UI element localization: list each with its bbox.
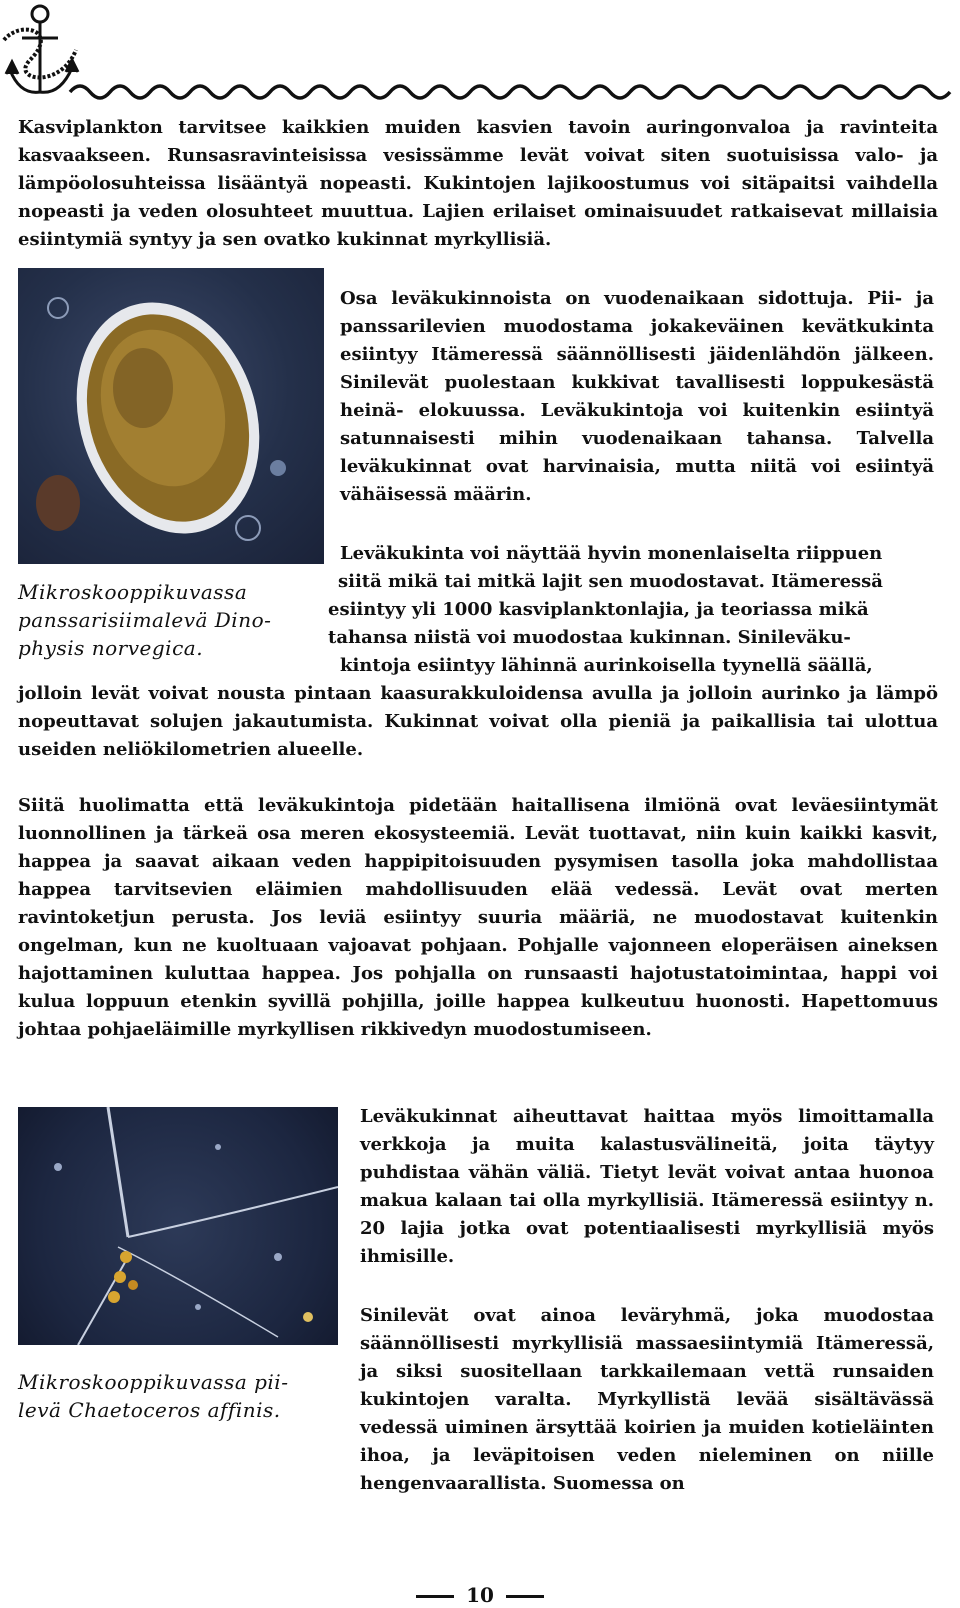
caption-line: Mikroskooppikuvassa pii- bbox=[18, 1370, 289, 1394]
paragraph-intro: Kasviplankton tarvitsee kaikkien muiden kasvien tavoin auringonvaloa ja ravinteita kasvaakseen. Runsasravinteisissa vesissämme levät voivat siten suotuisissa valo- ja lämpöolosuhteissa lisääntyä nopeasti. Kukintojen lajikoostumus voi sitäpaitsi vaihdella nopeasti ja veden olosuhteet muuttua. Lajien erilaiset ominaisuudet ratkaisevat millaisia esiintymiä syntyy ja sen ovatko kukinnat myrkyllisiä. bbox=[18, 117, 938, 250]
header-decoration bbox=[0, 0, 960, 112]
page-number: 10 bbox=[466, 1583, 494, 1607]
anchor-rope-icon bbox=[4, 6, 78, 92]
paragraph-seasonal: Osa leväkukinnoista on vuodenaikaan sidottuja. Pii- ja panssarilevien muodostama jokakeväinen kevätkukinta esiintyy Itämeressä säännöllisesti jäidenlähdön jälkeen. Sinilevät puolestaan kukkivat tavallisesti loppukesästä heinä- elokuussa. Leväkukintoja voi kuitenkin esiintyä satunnaisesti mihin vuodenaikaan tahansa. Talvella leväkukinnat ovat harvinaisia, mutta niitä voi esiintyä vähäisessä määrin. bbox=[340, 288, 934, 505]
caption-dinophysis bbox=[18, 578, 271, 662]
text-line: siitä mikä tai mitkä lajit sen muodostavat. Itämeressä bbox=[338, 571, 883, 592]
text-line: kintoja esiintyy lähinnä aurinkoisella tyynellä säällä, bbox=[340, 655, 873, 676]
paragraph-harm: Leväkukinnat aiheuttavat haittaa myös limoittamalla verkkoja ja muita kalastusvälineitä, joita täytyy puhdistaa vähän väliä. Tietyt levät voivat antaa huonoa makua kalaan tai olla myrkyllisiä. Itämeressä esiintyy n. 20 lajia jotka ovat potentiaalisesti myrkyllisiä myös ihmisille. bbox=[360, 1106, 934, 1267]
paragraph-cyanobacteria: Sinilevät ovat ainoa leväryhmä, joka muodostaa säännöllisesti myrkyllisiä massaesiintymiä Itämeressä, ja siksi suositellaan tarkkailemaan vettä runsaiden kukintojen varalta. Myrkyllistä levää sisältävässä vedessä uiminen ärsyttää koirien ja muiden kotieläinten ihoa, ja leväpitoisen veden nieleminen on niille hengenvaarallista. Suomessa on bbox=[360, 1305, 934, 1494]
caption-chaetoceros bbox=[18, 1368, 288, 1424]
wavy-rule bbox=[70, 86, 950, 98]
text-line: Leväkukinta voi näyttää hyvin monenlaiselta riippuen bbox=[340, 543, 883, 564]
paragraph-appearance-wrap bbox=[328, 540, 934, 680]
text-line: esiintyy yli 1000 kasviplanktonlajia, ja teoriassa mikä bbox=[328, 599, 869, 620]
page-footer bbox=[0, 1583, 960, 1607]
caption-line: levä Chaetoceros affinis. bbox=[18, 1398, 281, 1422]
caption-line: physis norvegica. bbox=[18, 636, 204, 660]
text-line: tahansa niistä voi muodostaa kukinnan. Sinileväku- bbox=[328, 627, 851, 648]
footer-dash-left bbox=[416, 1595, 454, 1598]
caption-line: Mikroskooppikuvassa bbox=[18, 580, 248, 604]
caption-line: panssarisiimalevä Dino- bbox=[18, 608, 272, 632]
paragraph-appearance-rest: jolloin levät voivat nousta pintaan kaasurakkuloidensa avulla ja jolloin aurinko ja lämpö nopeuttavat solujen jakautumista. Kukinnat voivat olla pieniä ja paikallisia tai ulottua useiden neliökilometrien alueelle. bbox=[18, 683, 938, 760]
footer-dash-right bbox=[506, 1595, 544, 1598]
microscope-image-chaetoceros bbox=[18, 1107, 338, 1345]
paragraph-ecosystem: Siitä huolimatta että leväkukintoja pidetään haitallisena ilmiönä ovat leväesiintymät luonnollinen ja tärkeä osa meren ekosysteemiä. Levät tuottavat, niin kuin kaikki kasvit, happea ja saavat aikaan veden happipitoisuuden pysymisen tasolla joka mahdollistaa happea tarvitsevien eläimien mahdollisuuden elää vedessä. Levät ovat merten ravintoketjun perusta. Jos leviä esiintyy suuria määriä, ne muodostavat kuitenkin ongelman, kun ne kuoltuaan vajoavat pohjaan. Pohjalle vajonneen eloperäisen aineksen hajottaminen kuluttaa happea. Jos pohjalla on runsaasti hajotustatoimintaa, happi voi kulua loppuun etenkin syvillä pohjilla, joille happea kulkeutuu huonosti. Hapettomuus johtaa pohjaeläimille myrkyllisen rikkivedyn muodostumiseen. bbox=[18, 795, 938, 1040]
microscope-image-dinophysis bbox=[18, 268, 324, 564]
